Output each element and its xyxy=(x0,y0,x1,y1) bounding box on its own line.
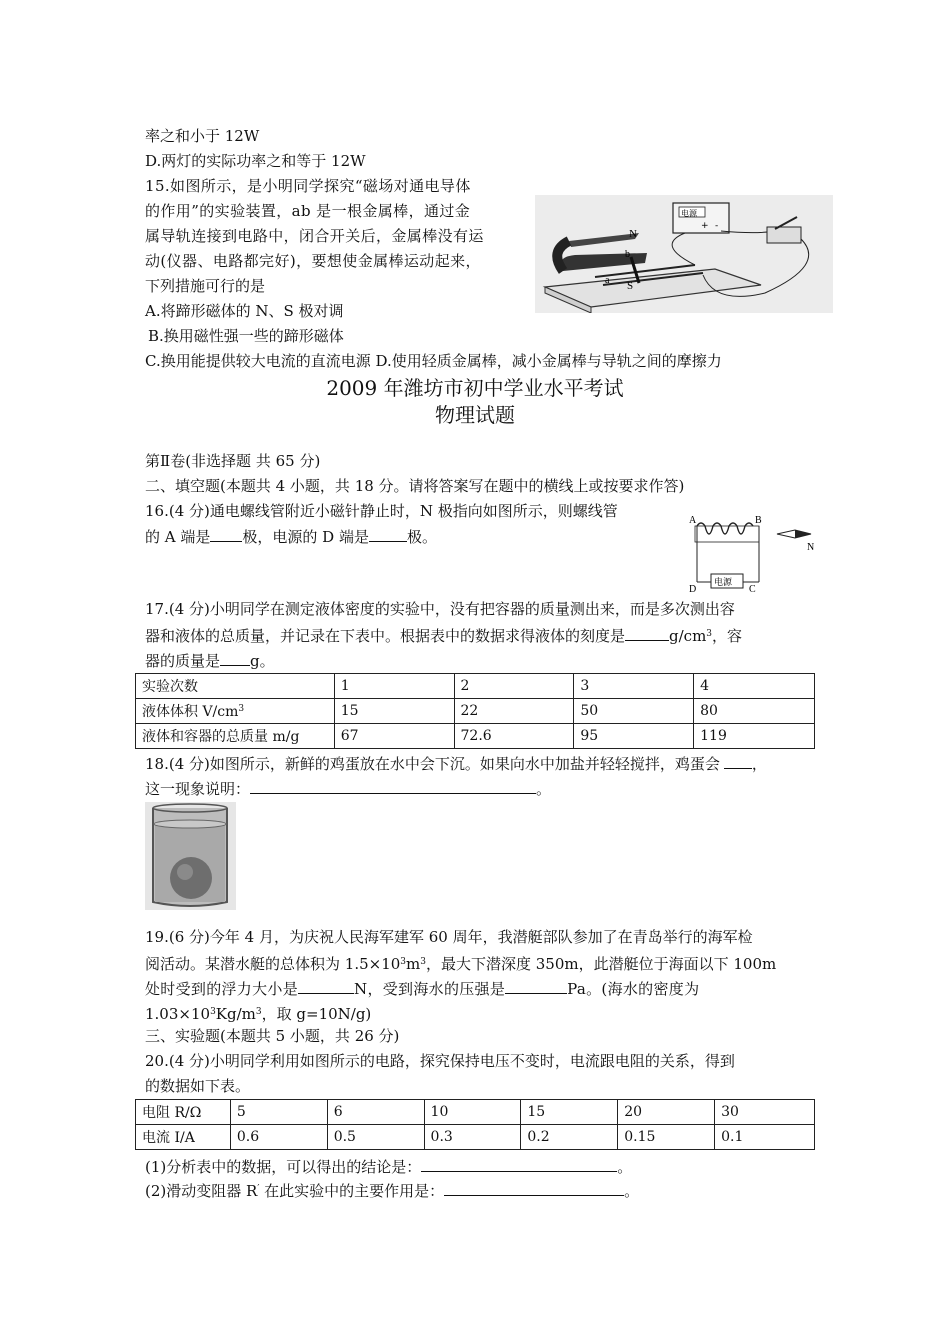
q18-text-c: 这一现象说明： xyxy=(145,780,251,798)
switch xyxy=(767,227,801,243)
q19-text-b: m xyxy=(406,955,421,973)
q17-text-a: 器和液体的总质量，并记录在下表中。根据表中的数据求得液体的刻度是 xyxy=(145,627,626,645)
q19-text-h: Kg/m xyxy=(215,1005,256,1023)
table-row xyxy=(136,724,815,749)
egg xyxy=(170,857,212,899)
solenoid-coil xyxy=(695,526,759,542)
q20-line-1: 20.(4 分)小明同学利用如图所示的电路，探究保持电压不变时，电流跟电阻的关系，得到 xyxy=(145,1052,735,1070)
q19-blank-pressure[interactable] xyxy=(505,977,567,994)
table-cell: 0.2 xyxy=(521,1125,618,1150)
q20-sub-1 xyxy=(145,1155,632,1177)
volume-header: 液体体积 V/cm xyxy=(142,704,239,720)
table-cell: 6 xyxy=(327,1100,424,1125)
q18-text-b: ， xyxy=(751,755,767,773)
q17-text-c: ，容 xyxy=(712,627,743,645)
table-cell: 0.6 xyxy=(230,1125,327,1150)
power-supply-label: 电源 xyxy=(681,209,697,218)
solenoid-a-label: A xyxy=(689,515,697,526)
solenoid-power-label: 电源 xyxy=(714,578,733,588)
q17-blank-mass[interactable] xyxy=(220,649,250,666)
q17-unit-exp: 3 xyxy=(706,629,713,639)
q16-text-b: 极，电源的 D 端是 xyxy=(242,528,369,546)
table-cell: 0.1 xyxy=(715,1125,815,1150)
q16-blank-a-end[interactable] xyxy=(210,525,242,542)
table-row xyxy=(136,1125,815,1150)
q19-blank-buoyancy[interactable] xyxy=(298,977,354,994)
q15-option-a: A.将蹄形磁体的 N、S 极对调 xyxy=(145,302,344,320)
q19-line-2 xyxy=(145,952,776,974)
q20-sub2-text: (2)滑动变阻器 R xyxy=(145,1182,258,1200)
rod-b-label: b xyxy=(625,249,630,260)
table-cell xyxy=(136,699,335,724)
solenoid-c-label: C xyxy=(749,584,756,594)
minus-terminal-label: - xyxy=(715,221,719,231)
q20-sub2-text-b: 在此实验中的主要作用是： xyxy=(259,1182,445,1200)
table-cell: 2 xyxy=(454,674,574,699)
fill-in-section-heading: 二、填空题(本题共 4 小题，共 18 分。请将答案写在题中的横线上或按要求作答) xyxy=(145,477,685,495)
table-cell: 72.6 xyxy=(454,724,574,749)
q15-line-3: 属导轨连接到电路中，闭合开关后，金属棒没有运 xyxy=(145,227,484,245)
table-cell: 80 xyxy=(694,699,815,724)
table-cell: 电流 I/A xyxy=(136,1125,231,1150)
q19-line-4 xyxy=(145,1002,371,1024)
q20-sub1-text: (1)分析表中的数据，可以得出的结论是： xyxy=(145,1158,422,1176)
q20-sub2-end: 。 xyxy=(624,1182,640,1200)
q19-text-g: 1.03×10 xyxy=(145,1005,211,1023)
table-cell: 50 xyxy=(574,699,694,724)
magnet-n-label: N xyxy=(629,228,637,240)
table-row xyxy=(136,699,815,724)
q15-option-b: B.换用磁性强一些的蹄形磁体 xyxy=(148,327,344,345)
magnet-s-label: S xyxy=(627,280,634,292)
solenoid-figure xyxy=(685,512,820,594)
egg-in-water-drawing xyxy=(145,802,236,910)
q16-text-a: 的 A 端是 xyxy=(145,528,211,546)
experiment-section-heading: 三、实验题(本题共 5 小题，共 26 分) xyxy=(145,1027,400,1045)
q20-prime: ′ xyxy=(257,1184,260,1194)
q17-text-mass: 器的质量是 xyxy=(145,652,221,670)
q18-blank-egg[interactable] xyxy=(724,752,752,769)
table-row xyxy=(136,1100,815,1125)
q18-text-d: 。 xyxy=(536,780,552,798)
q20-blank-conclusion[interactable] xyxy=(421,1155,617,1172)
q19-text-e: N，受到海水的压强是 xyxy=(354,980,506,998)
q19-line-1: 19.(6 分)今年 4 月，为庆祝人民海军建军 60 周年，我潜艇部队参加了在青岛举行的海军检 xyxy=(145,928,753,946)
table-cell: 30 xyxy=(715,1100,815,1125)
q19-exp-d: 3 xyxy=(255,1007,262,1017)
q20-sub-2 xyxy=(145,1179,639,1201)
rod-a-label: a xyxy=(605,275,610,286)
table-cell: 5 xyxy=(230,1100,327,1125)
table-cell: 15 xyxy=(334,699,454,724)
exam-title: 2009 年潍坊市初中学业水平考试 xyxy=(326,376,624,400)
q19-text-a: 阅活动。某潜水艇的总体积为 1.5×10 xyxy=(145,955,401,973)
q16-blank-d-end[interactable] xyxy=(369,525,407,542)
q15-option-cd: C.换用能提供较大电流的直流电源 D.使用轻质金属棒，减小金属棒与导轨之间的摩擦力 xyxy=(145,352,722,370)
table-cell: 95 xyxy=(574,724,694,749)
q17-line-2 xyxy=(145,624,742,646)
exam-subtitle: 物理试题 xyxy=(435,403,515,427)
q19-text-d: 处时受到的浮力大小是 xyxy=(145,980,299,998)
magnet-experiment-drawing xyxy=(535,195,833,313)
q18-text-a: 18.(4 分)如图所示，新鲜的鸡蛋放在水中会下沉。如果向水中加盐并轻轻搅拌，鸡蛋会 xyxy=(145,755,720,773)
q15-line-5: 下列措施可行的是 xyxy=(145,277,266,295)
table-cell: 1 xyxy=(334,674,454,699)
solenoid-b-label: B xyxy=(755,515,762,526)
option-c-continued: 率之和小于 12W xyxy=(145,127,260,145)
volume-two-heading: 第Ⅱ卷(非选择题 共 65 分) xyxy=(145,452,321,470)
table-cell: 0.5 xyxy=(327,1125,424,1150)
q15-line-1: 15.如图所示，是小明同学探究“磁场对通电导体 xyxy=(145,177,471,195)
q20-line-2: 的数据如下表。 xyxy=(145,1077,251,1095)
q16-line-2 xyxy=(145,525,437,547)
table-cell: 10 xyxy=(424,1100,521,1125)
q17-line-3 xyxy=(145,649,275,671)
table-cell: 15 xyxy=(521,1100,618,1125)
volume-header-exp: 3 xyxy=(238,704,245,714)
q19-exp-c: 3 xyxy=(210,1007,216,1017)
q17-text-end: g。 xyxy=(250,652,275,670)
table-cell: 实验次数 xyxy=(136,674,335,699)
solenoid-d-label: D xyxy=(689,584,697,594)
q19-text-f: Pa。(海水的密度为 xyxy=(567,980,700,998)
q19-text-c: ，最大下潜深度 350m，此潜艇位于海面以下 100m xyxy=(425,955,777,973)
q15-line-2: 的作用”的实验装置，ab 是一根金属棒，通过金 xyxy=(145,202,471,220)
density-table xyxy=(135,673,815,749)
table-row xyxy=(136,674,815,699)
q20-sub1-end: 。 xyxy=(617,1158,633,1176)
magnet-experiment-figure xyxy=(535,195,833,313)
q19-exp-b: 3 xyxy=(420,957,426,967)
table-cell: 20 xyxy=(618,1100,715,1125)
table-cell: 67 xyxy=(334,724,454,749)
q19-exp-a: 3 xyxy=(400,957,407,967)
q18-line-2 xyxy=(145,777,551,799)
table-cell: 4 xyxy=(694,674,815,699)
solenoid-drawing xyxy=(685,512,820,594)
table-cell: 液体和容器的总质量 m/g xyxy=(136,724,335,749)
q16-text-c: 极。 xyxy=(406,528,437,546)
q15-line-4: 动(仪器、电路都完好)，要想使金属棒运动起来， xyxy=(145,252,481,270)
q19-text-i: ，取 g=10N/g) xyxy=(261,1005,372,1023)
table-cell: 22 xyxy=(454,699,574,724)
q18-line-1 xyxy=(145,752,767,774)
compass-n-label: N xyxy=(807,542,815,553)
table-cell: 0.15 xyxy=(618,1125,715,1150)
q18-blank-explain[interactable] xyxy=(250,777,536,794)
q17-line-1: 17.(4 分)小明同学在测定液体密度的实验中，没有把容器的质量测出来，而是多次测出容 xyxy=(145,600,735,618)
option-d: D.两灯的实际功率之和等于 12W xyxy=(145,152,366,170)
resistance-current-table xyxy=(135,1099,815,1150)
egg-in-water-figure xyxy=(145,802,236,910)
q20-blank-rheostat[interactable] xyxy=(444,1179,624,1196)
q17-blank-density[interactable] xyxy=(625,624,669,641)
q17-unit: g/cm xyxy=(669,627,707,645)
table-cell: 0.3 xyxy=(424,1125,521,1150)
table-cell: 3 xyxy=(574,674,694,699)
plus-terminal-label: + xyxy=(701,221,709,231)
q19-line-3 xyxy=(145,977,699,999)
q16-line-1: 16.(4 分)通电螺线管附近小磁针静止时，N 极指向如图所示，则螺线管 xyxy=(145,502,618,520)
table-cell: 119 xyxy=(694,724,815,749)
table-cell: 电阻 R/Ω xyxy=(136,1100,231,1125)
